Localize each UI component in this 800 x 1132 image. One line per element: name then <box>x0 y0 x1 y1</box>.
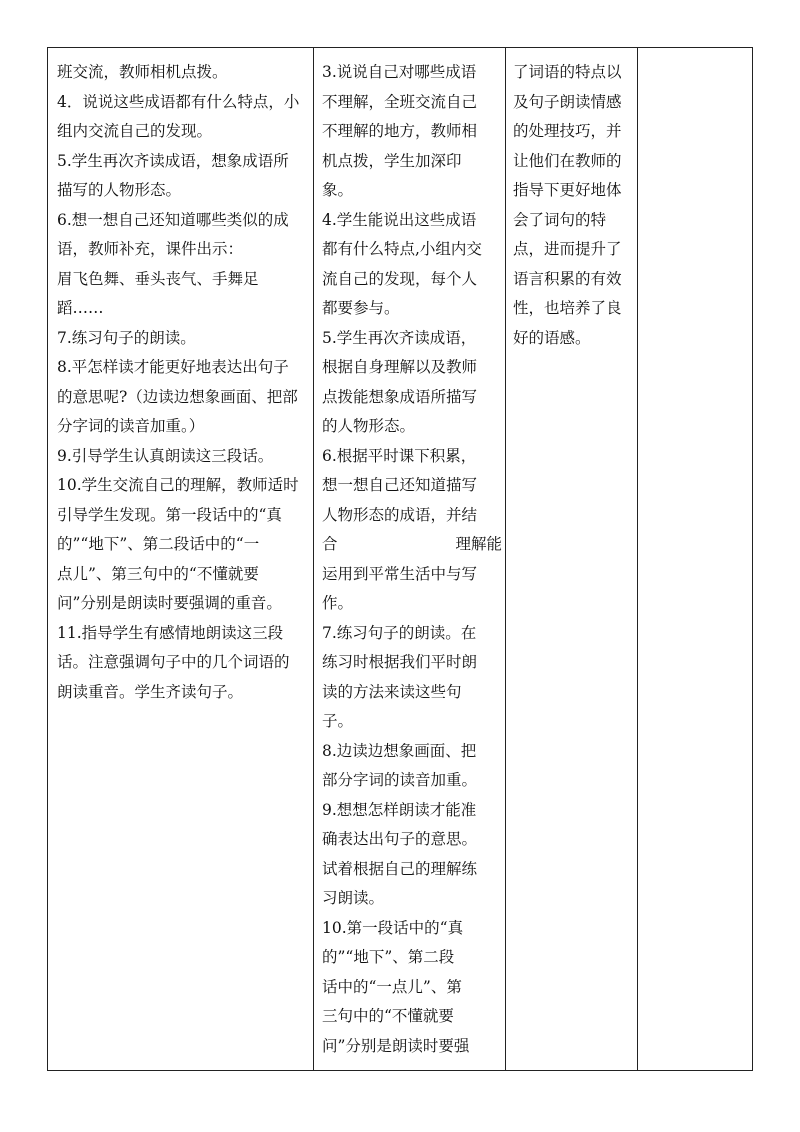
text-line: 问”分别是朗读时要强调的重音。 <box>57 594 282 612</box>
text-line: 9.引导学生认真朗读这三段话。 <box>57 446 274 465</box>
text-line: 确表达出句子的意思。 <box>322 830 478 848</box>
text-line: 的”“地下”、第二段 <box>322 948 455 966</box>
text-line: 话中的“一点儿”、第 <box>322 977 462 996</box>
text-line: 根据自身理解以及教师 <box>322 358 478 376</box>
teacher-activity-cell <box>57 58 309 707</box>
text-line: 试着根据自己的理解练 <box>322 859 478 878</box>
text-line: 点儿”、第三句中的“不懂就要 <box>57 564 259 583</box>
text-line: 三句中的“不懂就要 <box>322 1007 454 1025</box>
text-line: 4.学生能说出这些成语 <box>322 210 477 229</box>
lesson-plan-table <box>47 47 753 1071</box>
design-intent-cell <box>513 58 635 353</box>
text-line: 人物形态的成语，并结 <box>322 505 478 524</box>
text-line: 不理解，全班交流自己 <box>322 92 478 111</box>
text-line: 6.想一想自己还知道哪些类似的成 <box>57 210 289 229</box>
text-line-justified <box>322 530 502 560</box>
text-line: 让他们在教师的 <box>513 151 622 170</box>
text-line: 语，教师补充，课件出示： <box>57 240 244 258</box>
text-line: 9.想想怎样朗读才能准 <box>322 800 477 819</box>
text-line: 点拨能想象成语所描写 <box>322 387 478 406</box>
text-line: 班交流，教师相机点拨。 <box>57 63 228 81</box>
text-line: 好的语感。 <box>513 328 591 347</box>
text-line: 指导下更好地体 <box>513 181 622 199</box>
text-line: 的”“地下”、第二段话中的“一 <box>57 535 260 553</box>
text-line: 不理解的地方，教师相 <box>322 122 478 140</box>
text-line: 点，进而提升了 <box>513 240 622 258</box>
text-line: 7.练习句子的朗读。 <box>57 328 196 347</box>
text-line: 4．说说这些成语都有什么特点，小 <box>57 92 300 111</box>
text-line: 蹈…… <box>57 299 104 317</box>
text-line: 想一想自己还知道描写 <box>322 476 478 494</box>
text-line: 机点拨，学生加深印 <box>322 151 462 170</box>
text-line: 引导学生发现。第一段话中的“真 <box>57 505 282 524</box>
text-line: 的人物形态。 <box>322 417 416 435</box>
text-line: 组内交流自己的发现。 <box>57 122 213 140</box>
text-line: 会了词句的特 <box>513 210 607 229</box>
text-line: 语言积累的有效 <box>513 269 622 288</box>
text-line: 7.练习句子的朗读。在 <box>322 623 477 642</box>
text-line: 问”分别是朗读时要强 <box>322 1036 470 1055</box>
column-divider <box>637 48 638 1070</box>
text-line: 8.边读边想象画面、把 <box>322 741 477 760</box>
text-line: 象。 <box>322 181 354 199</box>
text-line: 都有什么特点,小组内交 <box>322 240 482 258</box>
column-divider <box>505 48 506 1070</box>
text-line: 话。注意强调句子中的几个词语的 <box>57 653 290 671</box>
text-line: 10.第一段话中的“真 <box>322 918 464 937</box>
text-line: 运用到平常生活中与写 <box>322 564 478 583</box>
column-divider <box>313 48 314 1070</box>
text-line: 作。 <box>322 594 354 612</box>
text-line: 5.学生再次齐读成语，想象成语所 <box>57 151 289 170</box>
text-fragment: 合 <box>322 535 338 553</box>
text-line: 分字词的读音加重。） <box>57 417 205 435</box>
text-fragment: 理解能 <box>455 535 502 553</box>
text-line: 练习时根据我们平时朗 <box>322 653 478 671</box>
text-line: 10.学生交流自己的理解，教师适时 <box>57 476 299 494</box>
text-line: 习朗读。 <box>322 889 385 907</box>
text-line: 5.学生再次齐读成语， <box>322 328 477 347</box>
text-line: 了词语的特点以 <box>513 63 622 81</box>
text-line: 及句子朗读情感 <box>513 92 622 111</box>
text-line: 6.根据平时课下积累， <box>322 446 477 465</box>
text-line: 流自己的发现，每个人 <box>322 269 478 288</box>
text-line: 3.说说自己对哪些成语 <box>322 63 477 81</box>
text-line: 都要参与。 <box>322 299 400 317</box>
text-line: 子。 <box>322 712 354 730</box>
text-line: 11.指导学生有感情地朗读这三段 <box>57 623 284 642</box>
text-line: 读的方法来读这些句 <box>322 682 462 701</box>
student-activity-cell <box>322 58 502 1061</box>
text-line: 部分字词的读音加重。 <box>322 771 478 789</box>
text-line: 眉飞色舞、垂头丧气、手舞足 <box>57 269 259 288</box>
text-line: 性，也培养了良 <box>513 299 622 317</box>
text-line: 的处理技巧，并 <box>513 122 622 140</box>
text-line: 的意思呢?（边读边想象画面、把部 <box>57 387 298 406</box>
text-line: 8.平怎样读才能更好地表达出句子 <box>57 358 289 376</box>
text-line: 朗读重音。学生齐读句子。 <box>57 682 244 701</box>
text-line: 描写的人物形态。 <box>57 181 182 199</box>
